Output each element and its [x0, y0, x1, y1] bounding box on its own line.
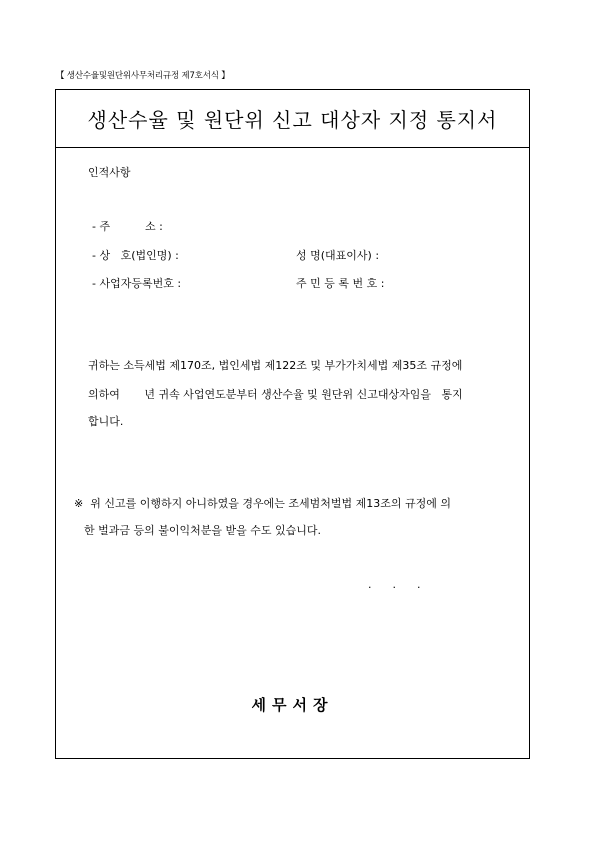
tax-office-head-signature: 세무서장 [251, 696, 334, 714]
company-field: - 상 호(법인명) : [92, 249, 179, 262]
title-row [56, 90, 529, 148]
representative-name-field: 성 명(대표이사) : [296, 249, 380, 262]
notice-line-1: 귀하는 소득세법 제170조, 법인세법 제122조 및 부가가치세법 제35조 규정에 [88, 359, 463, 372]
date-placeholder: . . . [368, 578, 421, 591]
warning-line-1: ※ 위 신고를 이행하지 아니하였을 경우에는 조세범처벌법 제13조의 규정에 의 [74, 497, 451, 510]
warning-line-2: 한 벌과금 등의 불이익처분을 받을 수도 있습니다. [84, 524, 321, 537]
form-reference: 【 생산수율및원단위사무처리규정 제7호서식 】 [56, 71, 230, 81]
document-title: 생산수율 및 원단위 신고 대상자 지정 통지서 [87, 108, 498, 132]
address-field: - 주 소 : [92, 220, 163, 233]
notice-line-3: 합니다. [88, 415, 124, 428]
notice-line-2: 의하여 년 귀속 사업연도분부터 생산수율 및 원단위 신고대상자임을 통지 [88, 388, 463, 401]
resident-number-field: 주 민 등 록 번 호 : [296, 277, 385, 290]
business-number-field: - 사업자등록번호 : [92, 277, 182, 290]
notice-form [55, 89, 530, 759]
personal-info-label: 인적사항 [88, 166, 131, 179]
